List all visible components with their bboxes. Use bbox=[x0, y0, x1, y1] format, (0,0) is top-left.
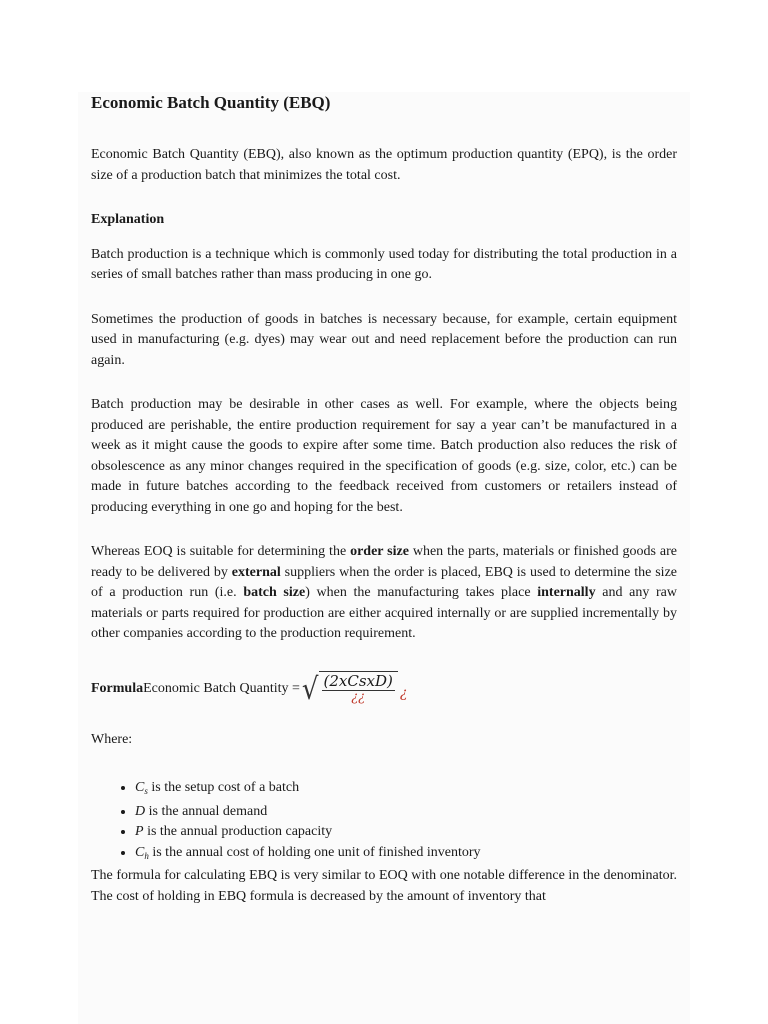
p4-text-3: suppliers when the order is placed, EBQ is used to determine the size of a production run (i.e. bbox=[91, 564, 678, 600]
formula-tail: ¿ bbox=[399, 685, 408, 701]
paragraph-necessity: Sometimes the production of goods in batches is necessary because, for example, certain equipment used in manufacturing (e.g. dyes) may wear out and need replacement before the production can run again. bbox=[91, 311, 677, 368]
document-text bbox=[91, 92, 677, 907]
p4-text-2: when the parts, materials or finished goods are ready to be delivered by bbox=[91, 544, 677, 580]
p4-bold-batch-size: batch size bbox=[243, 585, 306, 600]
paragraph-eoq-vs-ebq bbox=[91, 542, 677, 645]
formula-expression bbox=[301, 671, 408, 707]
p4-text-1: Whereas EOQ is suitable for determining the bbox=[91, 544, 351, 559]
list-item: • P is the annual production capacity bbox=[135, 822, 677, 843]
list-item: • D is the annual demand bbox=[135, 802, 677, 823]
formula-line bbox=[91, 672, 677, 708]
p4-bold-order-size: order size bbox=[350, 544, 409, 559]
p4-bold-internally: internally bbox=[537, 585, 596, 600]
intro-paragraph: Economic Batch Quantity (EBQ), also known as the optimum production quantity (EPQ), is the order size of a production batch that minimizes the total cost. bbox=[91, 147, 677, 183]
formula-label: Formula bbox=[91, 681, 144, 697]
explanation-heading: Explanation bbox=[91, 212, 165, 227]
list-item: • $C_s$ is the setup cost of a batch bbox=[135, 778, 677, 802]
list-item: • $C_h$ is the annual cost of holding one unit of finished inventory bbox=[135, 843, 677, 867]
formula-denominator: ¿¿ bbox=[351, 689, 366, 705]
where-label: Where: bbox=[91, 731, 133, 747]
p4-bold-external: external bbox=[231, 564, 281, 580]
page-title: Economic Batch Quantity (EBQ) bbox=[91, 93, 331, 112]
paragraph-batch-production: Batch production is a technique which is commonly used today for distributing the total production in a series of small batches rather than mass producing in one go. bbox=[91, 246, 677, 282]
paragraph-desirable: Batch production may be desirable in other cases as well. For example, where the objects being produced are perishable, the entire production requirement for say a year can’t be manufactured in a week as it might cause the goods to expire after some time. Batch production also reduces the risk of obsolescence as any minor changes required in the specification of goods (e.g. size, color, etc.) can be made in future batches according to the feedback received from customers or retailers instead of producing everything in one go and hoping for the best. bbox=[91, 397, 677, 515]
document-content-area bbox=[78, 92, 690, 1024]
square-root-icon: √ bbox=[301, 672, 319, 707]
p4-text-5: and any raw materials or parts required for production are either acquired internally or are supplied incrementally by other companies according to the production requirement. bbox=[91, 585, 677, 641]
formula-numerator: (2xCsxD) bbox=[323, 671, 393, 690]
definition-list bbox=[91, 778, 677, 866]
formula-text: Economic Batch Quantity = bbox=[143, 681, 300, 697]
p4-text-4: ) when the manufacturing takes place bbox=[305, 585, 538, 600]
formula-fraction bbox=[319, 671, 398, 705]
paragraph-ebq-vs-eoq-formula: The formula for calculating EBQ is very similar to EOQ with one notable difference in the denominator. The cost of holding in EBQ formula is decreased by the amount of inventory that bbox=[91, 868, 677, 904]
